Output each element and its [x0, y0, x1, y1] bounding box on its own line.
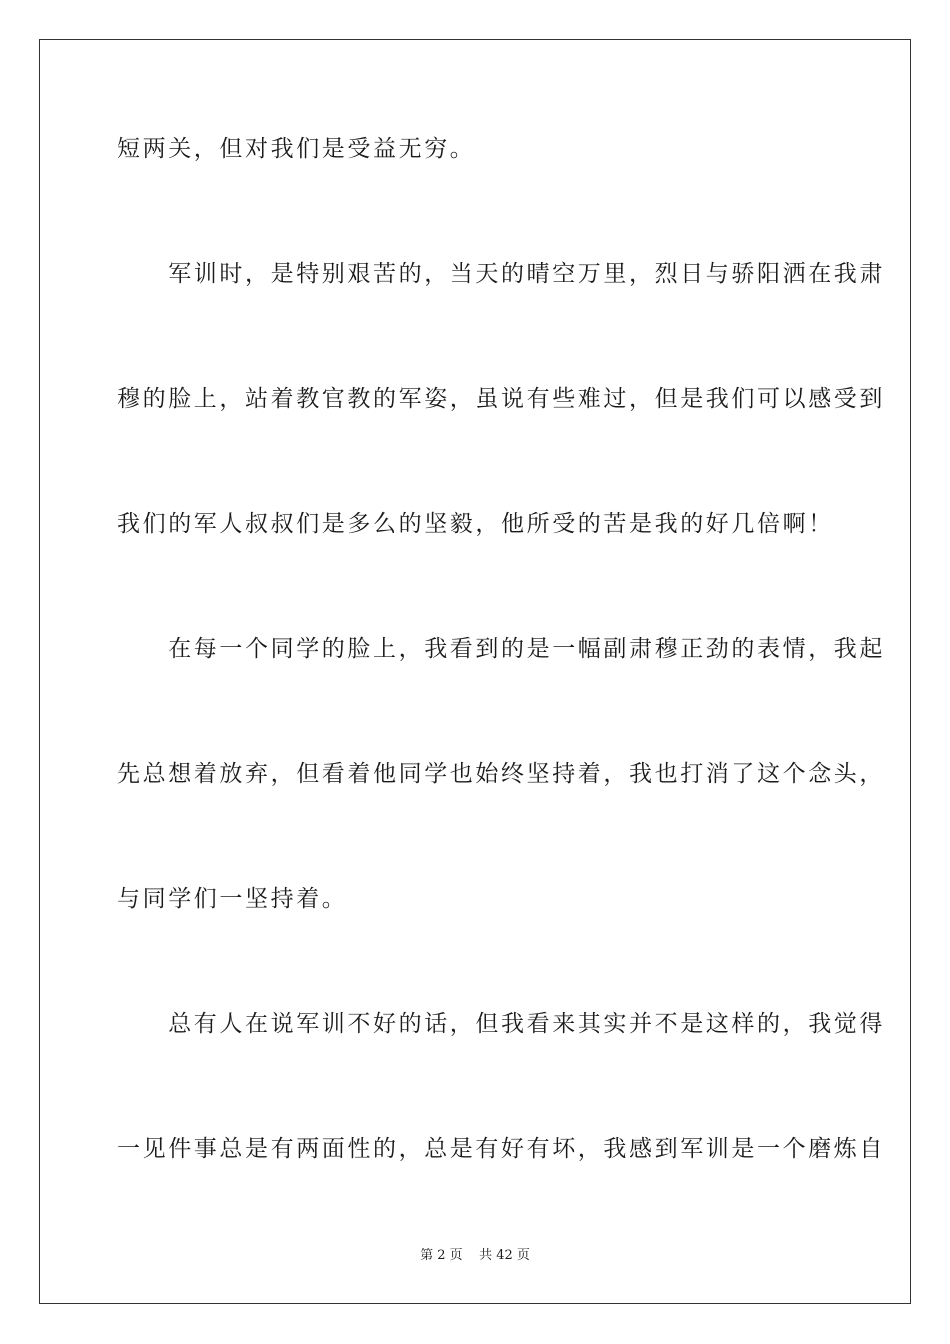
body-text-line-9: 一见件事总是有两面性的，总是有好有坏，我感到军训是一个磨炼自 — [117, 1136, 885, 1162]
page-border — [39, 39, 911, 1304]
body-text-line-5: 在每一个同学的脸上，我看到的是一幅副肃穆正劲的表情，我起 — [117, 636, 885, 662]
body-text-line-2: 军训时，是特别艰苦的，当天的晴空万里，烈日与骄阳洒在我肃 — [117, 261, 885, 287]
body-text-line-1: 短两关，但对我们是受益无穷。 — [117, 136, 476, 162]
body-text-line-3: 穆的脸上，站着教官教的军姿，虽说有些难过，但是我们可以感受到 — [117, 386, 885, 412]
body-text-line-8: 总有人在说军训不好的话，但我看来其实并不是这样的，我觉得 — [117, 1011, 885, 1037]
body-text-line-7: 与同学们一坚持着。 — [117, 886, 348, 912]
body-text-line-4: 我们的军人叔叔们是多么的坚毅，他所受的苦是我的好几倍啊！ — [117, 511, 834, 537]
body-text-line-6: 先总想着放弃，但看着他同学也始终坚持着，我也打消了这个念头， — [117, 761, 885, 787]
page-number-footer: 第 2 页 共 42 页 — [420, 1248, 530, 1263]
